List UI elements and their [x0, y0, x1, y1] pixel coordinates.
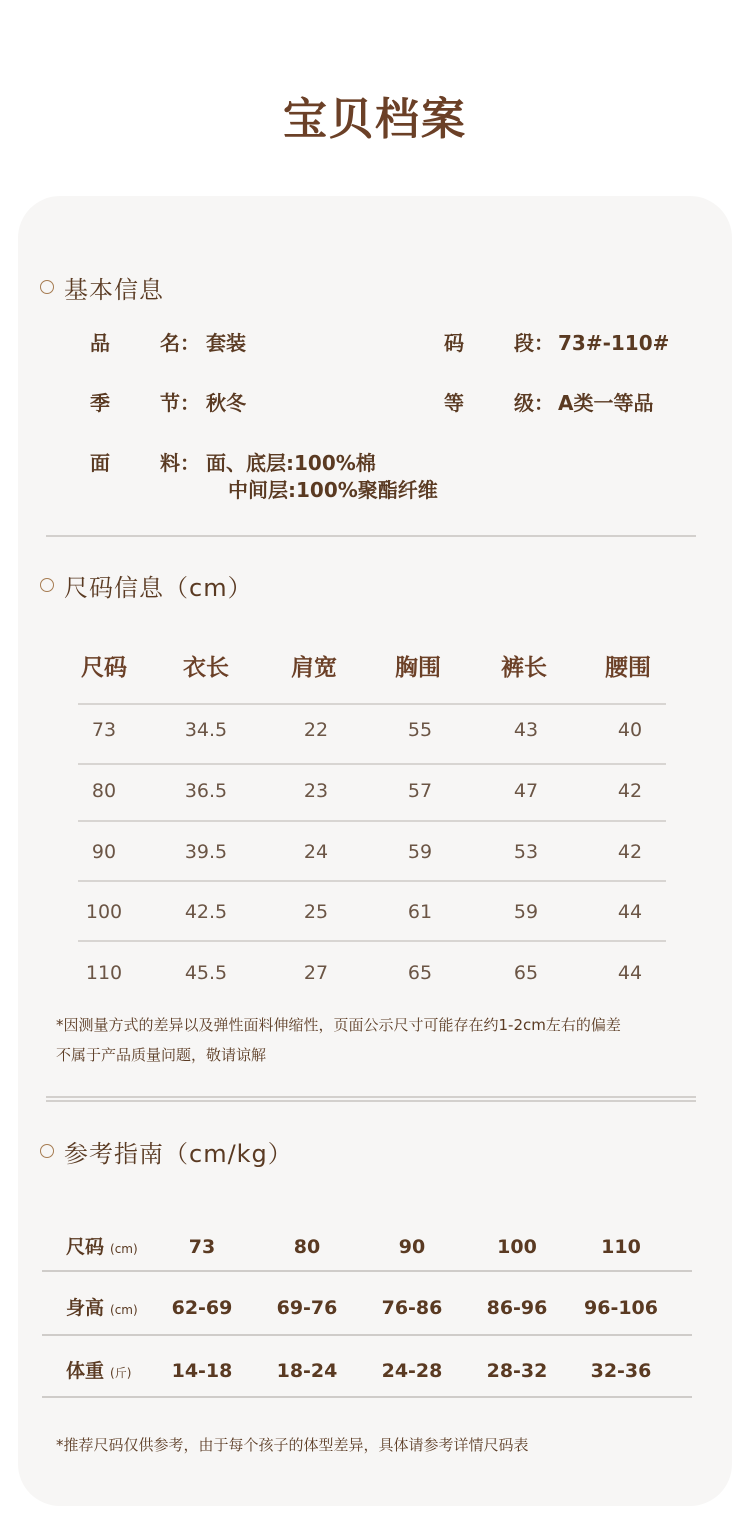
- table-cell: 27: [303, 962, 329, 984]
- table-cell: 59: [407, 841, 433, 863]
- guide-cell: 96-106: [584, 1297, 658, 1319]
- size-info-header: [40, 569, 253, 601]
- size-table-header: 裤长: [501, 655, 547, 681]
- table-cell: 42: [617, 841, 643, 863]
- guide-cell: 76-86: [381, 1297, 443, 1319]
- table-cell: 53: [513, 841, 539, 863]
- table-row-divider: [78, 820, 666, 822]
- guide-cell: 18-24: [276, 1360, 338, 1382]
- guide-cell: 80: [293, 1236, 321, 1258]
- table-cell: 24: [303, 841, 329, 863]
- guide-cell: 73: [188, 1236, 216, 1258]
- table-cell: 45.5: [184, 962, 228, 984]
- table-cell: 44: [617, 901, 643, 923]
- guide-cell: 24-28: [381, 1360, 443, 1382]
- guide-title: 参考指南（cm/kg）: [64, 1139, 293, 1168]
- table-cell: 55: [407, 719, 433, 741]
- guide-cell: 69-76: [276, 1297, 338, 1319]
- guide-cell: 90: [398, 1236, 426, 1258]
- section-double-divider: [46, 1096, 696, 1102]
- guide-label-unit: (cm): [110, 1303, 138, 1317]
- guide-row-label-weight: [66, 1357, 131, 1387]
- table-cell: 65: [407, 962, 433, 984]
- page-title: 宝贝档案: [283, 94, 467, 145]
- guide-cell: 110: [601, 1236, 641, 1258]
- table-cell: 43: [513, 719, 539, 741]
- value-grade: A类一等品: [558, 391, 654, 415]
- section-divider: [46, 535, 696, 537]
- table-cell: 57: [407, 780, 433, 802]
- value-size-range: 73#-110#: [558, 331, 670, 355]
- label-season-char2: 节：: [160, 391, 200, 415]
- table-cell: 34.5: [184, 719, 228, 741]
- guide-row-label-size: [66, 1233, 138, 1263]
- table-cell: 110: [85, 962, 123, 984]
- table-cell: 36.5: [184, 780, 228, 802]
- size-table-header: 胸围: [395, 655, 441, 681]
- value-season: 秋冬: [206, 391, 246, 415]
- product-info-card: [18, 196, 732, 1506]
- guide-cell: 62-69: [171, 1297, 233, 1319]
- guide-row-divider: [42, 1396, 692, 1398]
- table-cell: 44: [617, 962, 643, 984]
- label-name-char1: 品: [90, 331, 110, 355]
- guide-note: *推荐尺码仅供参考，由于每个孩子的体型差异，具体请参考详情尺码表: [56, 1436, 529, 1454]
- guide-cell: 32-36: [590, 1360, 652, 1382]
- table-cell: 47: [513, 780, 539, 802]
- table-row-divider: [78, 880, 666, 882]
- table-row-divider: [78, 940, 666, 942]
- size-note-line1: *因测量方式的差异以及弹性面料伸缩性，页面公示尺寸可能存在约1-2cm左右的偏差: [56, 1016, 621, 1034]
- label-fabric-char1: 面: [90, 451, 110, 475]
- value-fabric-line2: 中间层:100%聚酯纤维: [228, 478, 438, 502]
- label-fabric-char2: 料：: [160, 451, 200, 475]
- table-row-divider: [78, 763, 666, 765]
- guide-label-unit: (cm): [110, 1242, 138, 1256]
- table-cell: 39.5: [184, 841, 228, 863]
- table-cell: 23: [303, 780, 329, 802]
- value-name: 套装: [206, 331, 246, 355]
- guide-cell: 14-18: [171, 1360, 233, 1382]
- table-cell: 25: [303, 901, 329, 923]
- label-size-range-char1: 码: [444, 331, 464, 355]
- table-cell: 65: [513, 962, 539, 984]
- table-cell: 42.5: [184, 901, 228, 923]
- value-fabric-line1: 面、底层:100%棉: [206, 451, 376, 475]
- guide-header: [40, 1135, 293, 1167]
- guide-label-text: 尺码: [66, 1236, 105, 1258]
- guide-cell: 28-32: [486, 1360, 548, 1382]
- size-info-title: 尺码信息（cm）: [64, 573, 253, 602]
- table-cell: 90: [91, 841, 117, 863]
- table-cell: 73: [91, 719, 117, 741]
- table-cell: 59: [513, 901, 539, 923]
- guide-cell: 86-96: [486, 1297, 548, 1319]
- table-cell: 40: [617, 719, 643, 741]
- guide-label-text: 体重: [66, 1360, 105, 1382]
- label-grade-char2: 级：: [514, 391, 554, 415]
- size-table-header: 尺码: [81, 655, 127, 681]
- label-name-char2: 名：: [160, 331, 200, 355]
- table-cell: 80: [91, 780, 117, 802]
- size-table-header: 肩宽: [291, 655, 337, 681]
- basic-info-header: [40, 271, 164, 303]
- table-cell: 22: [303, 719, 329, 741]
- guide-label-text: 身高: [66, 1297, 105, 1319]
- size-table-header: 腰围: [605, 655, 651, 681]
- circle-bullet-icon: [40, 1144, 54, 1158]
- guide-cell: 100: [497, 1236, 537, 1258]
- guide-row-label-height: [66, 1294, 138, 1324]
- size-note-line2: 不属于产品质量问题，敬请谅解: [56, 1046, 267, 1064]
- circle-bullet-icon: [40, 280, 54, 294]
- table-row-divider: [78, 703, 666, 705]
- table-cell: 42: [617, 780, 643, 802]
- table-cell: 100: [85, 901, 123, 923]
- basic-info-title: 基本信息: [64, 275, 164, 304]
- size-table-header: 衣长: [183, 655, 229, 681]
- guide-row-divider: [42, 1334, 692, 1336]
- guide-row-divider: [42, 1270, 692, 1272]
- table-cell: 61: [407, 901, 433, 923]
- guide-label-unit: (斤): [110, 1366, 132, 1380]
- label-size-range-char2: 段：: [514, 331, 554, 355]
- label-grade-char1: 等: [444, 391, 464, 415]
- label-season-char1: 季: [90, 391, 110, 415]
- circle-bullet-icon: [40, 578, 54, 592]
